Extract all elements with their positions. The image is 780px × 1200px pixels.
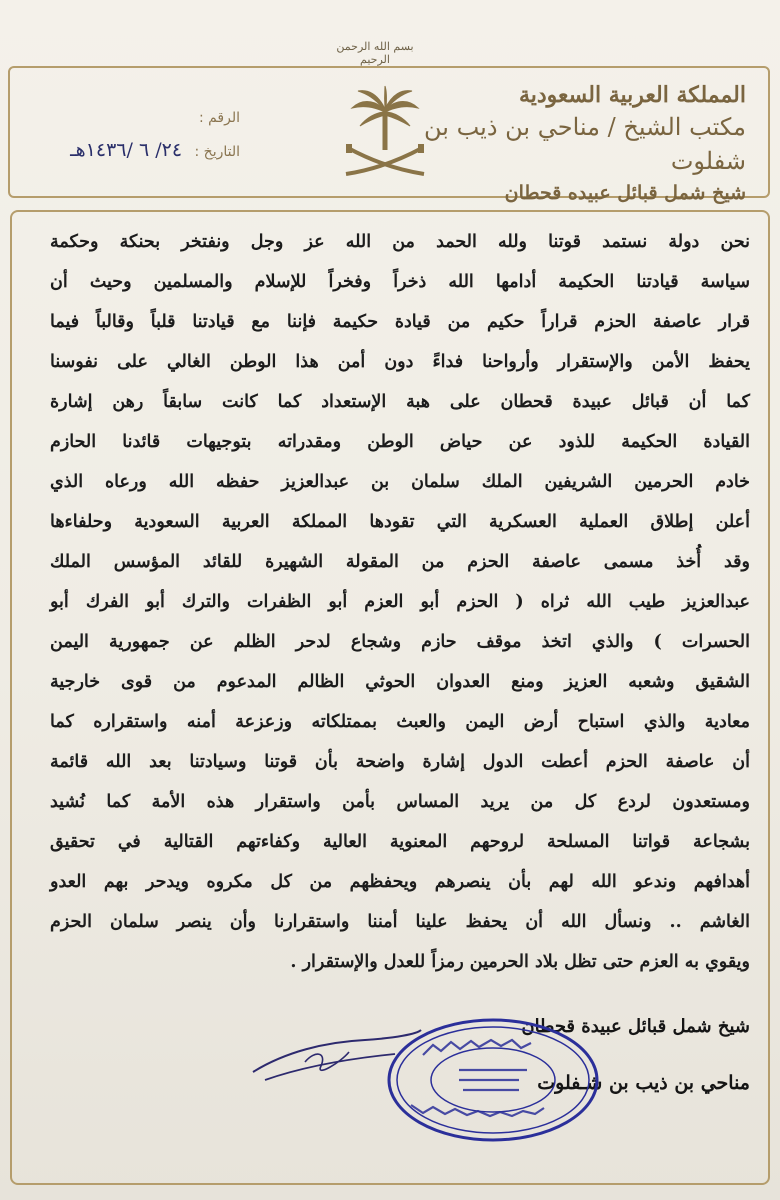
letter-line: أعلن إطلاق العملية العسكرية التي تقودها المملكة العربية السعودية وحلفاءها (50, 512, 750, 532)
letter-line: خادم الحرمين الشريفين الملك سلمان بن عبدالعزيز حفظه الله ورعاه الذي (50, 472, 750, 492)
signatory-name: مناحي بن ذيب بن شـفلوت (537, 1072, 750, 1094)
letter-line: قرار عاصفة الحزم قراراً حكيم من قيادة حكيمة فإننا مع قيادتنا قلباً وقالباً فيما (50, 312, 750, 332)
letter-line: معادية والذي استباح أرض اليمن والعبث بممتلكاته وزعزعة أمنه واستقراره كما (50, 712, 750, 732)
letter-line: الحسرات ) والذي اتخذ موقف حازم وشجاع لدحر الظلم عن جمهورية اليمن (50, 632, 750, 652)
letter-line: عبدالعزيز طيب الله ثراه ( الحزم أبو العزم أبو الظفرات والترك أبو الفرك أبو (50, 592, 750, 612)
palm-swords-emblem-icon (340, 84, 430, 184)
letter-line: أهدافهم وندعو الله لهم بأن ينصرهم ويحفظهم من كل مكروه ويدحر بهم العدو (50, 872, 750, 892)
letter-line: كما أن قبائل عبيدة قحطان على هبة الإستعداد كما كانت سابقاً رهن إشارة (50, 392, 750, 412)
kingdom-title: المملكة العربية السعودية (518, 82, 746, 108)
letter-line: ويقوي به العزم حتى تظل بلاد الحرمين رمزاً للعدل والإستقرار . (290, 952, 750, 972)
letter-line: سياسة قيادتنا الحكيمة أدامها الله ذخراً وفخراً للإسلام والمسلمين وحيث أن (50, 272, 750, 292)
letter-line: نحن دولة نستمد قوتنا ولله الحمد من الله عز وجل ونفتخر بحنكة وحكمة (50, 232, 750, 252)
letter-line: أن عاصفة الحزم أعطت الدول إشارة واضحة بأن قوتنا وسيادتنا بعد الله قائمة (50, 752, 750, 772)
letter-line: الشقيق وشعبه العزيز ومنع العدوان الحوثي الظالم المدعوم من قوى خارجية (50, 672, 750, 692)
office-title: مكتب الشيخ / مناحي بن ذيب بن شفلوت (424, 113, 746, 175)
basmala-calligraphy: بسم الله الرحمن الرحيم (336, 40, 414, 66)
letter-line: الغاشم .. ونسأل الله أن يحفظ علينا أمننا واستقرارنا وأن ينصر سلمان الحزم (50, 912, 750, 932)
letter-line: بشجاعة قواتنا المسلحة لروحهم المعنوية العالية وكفاءتهم القتالية في تحقيق (50, 832, 750, 852)
letterhead (8, 66, 770, 204)
date-value: ٢٤/ ٦ /١٤٣٦هـ (70, 139, 183, 161)
signatory-title: شيخ شمل قبائل عبيدة قحطان (521, 1016, 750, 1037)
letterhead-titles (416, 80, 746, 208)
letter-line: القيادة الحكيمة للذود عن حياض الوطن ومقدراته بتوجيهات قائدنا الحازم (50, 432, 750, 452)
number-label: الرقم : (198, 110, 240, 126)
letter-line: ومستعدون لردع كل من يريد المساس بأمن واستقرار هذه الأمة كما نُشيد (50, 792, 750, 812)
official-seal-stamp-icon (383, 1015, 603, 1145)
date-row (20, 140, 240, 162)
letter-line: وقد أُخذ مسمى عاصفة الحزم من المقولة الشهيرة للقائد المؤسس الملك (50, 552, 750, 572)
reference-number-row (20, 108, 240, 128)
letter-line: يحفظ الأمن والإستقرار وأرواحنا فداءً دون أمن هذا الوطن الغالي على نفوسنا (50, 352, 750, 372)
reference-block (20, 108, 240, 174)
date-label: التاريخ : (194, 144, 240, 160)
tribe-title: شيخ شمل قبائل عبيده قحطان (504, 182, 746, 204)
